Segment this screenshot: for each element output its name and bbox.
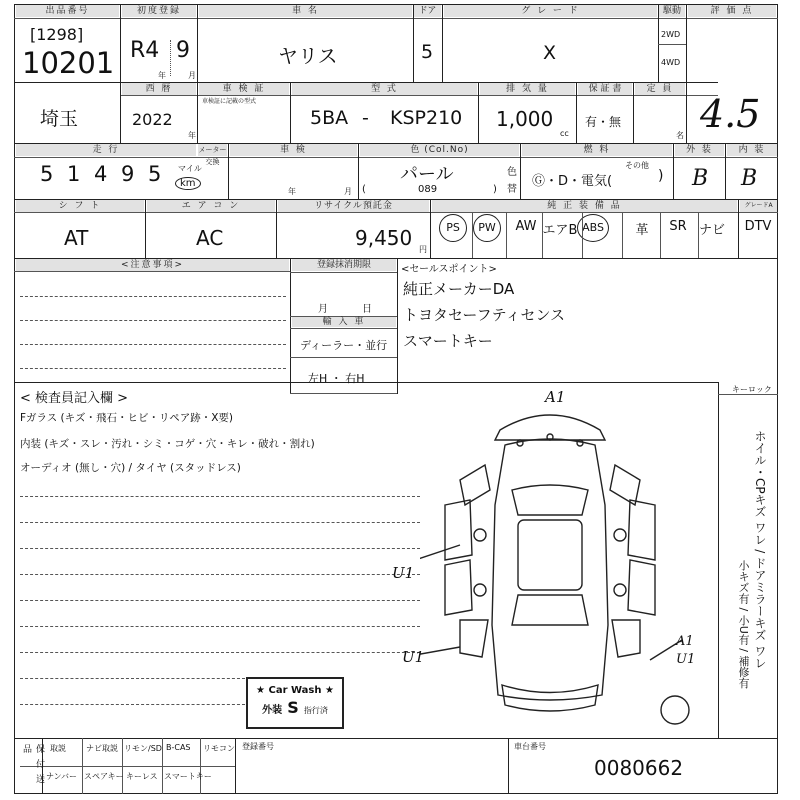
car-wash-grade: S [287,698,299,717]
inspector-line-windshield: Fガラス (キズ・飛石・ヒビ・リペア跡・X要) [20,412,234,424]
import-handle: 左H ・ 右H [308,372,365,385]
sales-point-label: <セールスポイント> [401,264,497,275]
mileage-digit: 1 [67,162,81,186]
header-fuel: 燃 料 [522,144,672,156]
header-grade-a: グレードA [740,200,777,212]
inspector-line-interior: 内装 (キズ・スレ・汚れ・シミ・コゲ・穴・キレ・破れ・割れ) [20,438,315,450]
registration-note: 車検証に記載の型式 [202,98,257,105]
mileage-digit: 9 [121,162,135,186]
aircon-value: AC [196,226,224,250]
equip-dtv: DTV [744,219,772,234]
footer-item-remote: リモコン [203,744,235,753]
footer-item-manual: 取説 [50,744,66,753]
header-equipment: 純 正 装 備 品 [432,200,737,212]
reg-month: 月 [318,304,328,315]
header-aircon: エ ア コ ン [147,200,275,212]
import-label: 輸 入 車 [292,317,396,327]
car-wash-stamp [246,677,344,729]
warranty-options: 有・無 [585,115,622,129]
header-shift: シ フ ト [16,200,144,212]
fuel-close: ) [658,168,664,184]
side-text-damage-types: 小キズ有 / 小U有 / 補修有 [737,560,750,689]
header-exterior: 外 装 [675,144,724,156]
side-text-damage-legend: ホイル・CPキズ ワレ / ドアミラーキズ ワレ [753,430,767,669]
exterior-grade: B [692,166,709,191]
first-reg-month: 9 [176,38,190,63]
mileage-digit: 5 [148,162,162,186]
shift-value: AT [64,226,89,250]
header-car-name: 車 名 [199,5,412,17]
yen-unit: 円 [419,245,427,254]
cc-unit: cc [560,129,569,138]
header-recycle: リサイクル預託金 [278,200,429,212]
recycle-fee: 9,450 [355,226,413,250]
color-paren-close: ) [493,184,497,195]
car-wash-suffix: 指行済 [303,706,328,715]
equip-aw: AW [515,219,537,234]
color-paren-open: ( [362,184,366,195]
car-damage-diagram [420,395,690,725]
damage-mark-left-lower: U1 [402,648,425,666]
header-interior: 内 装 [727,144,777,156]
model-dash: - [362,107,369,129]
footer-item-spare-key: スペアキー [84,772,124,781]
interior-grade: B [741,166,758,191]
header-warranty: 保 証 書 [578,83,632,95]
damage-mark-right-a: A1 [676,634,694,649]
region: 埼玉 [40,108,79,130]
western-year-unit: 年 [188,131,196,140]
lot-sub-number: [1298] [30,25,84,44]
western-year: 2022 [132,110,173,129]
footer-item-bcas: B-CAS [166,743,191,752]
footer-item-sd: リモン/SD [124,744,162,753]
model-code: KSP210 [390,107,463,129]
header-exhibit: 出品番号 [16,5,119,17]
equip-ps: PS [432,219,472,242]
first-reg-era: R4 [130,38,160,63]
header-mileage: 走 行 [16,144,196,156]
header-western-year: 西 暦 [122,83,196,95]
mileage-unit-mile: マイル [178,164,202,173]
drive-2wd: 2WD [661,30,681,39]
year-unit: 年 [158,71,166,80]
month-unit: 月 [188,71,196,80]
header-inspection: 車 検 [230,144,357,156]
equip-airbag: エアB [542,223,578,238]
header-score: 評 価 点 [688,5,776,17]
inspector-dashed-lines [20,478,430,678]
mileage-digit: 4 [94,162,108,186]
header-color: 色 (Col.No) [360,144,519,156]
footer-item-navi-manual: ナビ取説 [86,744,118,753]
mileage-digit: 5 [40,162,54,186]
mileage-digits [40,162,175,186]
reg-number-label: 登録番号 [242,742,274,751]
equip-leather: 革 [635,223,649,238]
serial-label: 車台番号 [514,742,546,751]
inspector-line-audio-tire: オーディオ (無し・穴) / タイヤ (スタッドレス) [20,462,241,474]
fuel-other-label: その他 [625,161,649,170]
color-code: 089 [418,184,438,195]
import-dealer: ディーラー・並行 [300,339,388,352]
equip-navi: ナビ [698,223,725,238]
header-first-reg: 初度登録 [122,5,196,17]
damage-mark-right-u: U1 [676,652,696,667]
key-lock-label: キーロック [732,385,772,394]
equip-sunroof: SR [669,219,687,234]
inspection-month-unit: 月 [344,187,352,196]
footer-side-label: 保付送品 [21,744,44,789]
header-drive: 駆動 [659,5,685,17]
lot-number: 10201 [22,46,115,80]
equip-abs: ABS [574,219,614,242]
equip-pw: PW [466,219,506,242]
car-name: ヤリス [278,44,338,68]
car-wash-label: 外装 [262,705,283,716]
color-change-label-1: 色 [507,167,517,178]
reg-day: 日 [362,304,372,315]
model-prefix: 5BA [310,107,349,129]
sales-point-3: スマートキー [403,332,493,350]
footer-item-keyless: キーレス [126,772,158,781]
notes-label: <注意事項> [16,259,289,271]
damage-mark-left-upper: U1 [392,564,415,582]
sales-point-2: トヨタセーフティセンス [403,306,566,324]
door-count: 5 [421,41,434,63]
sales-point-1: 純正メーカーDA [403,280,515,298]
footer-item-plate: ナンバー [46,772,78,781]
serial-number: 0080662 [594,756,684,780]
grade-value: X [543,42,557,64]
header-displacement: 排 気 量 [480,83,575,95]
color-change-label-2: 替 [507,184,517,195]
score-value: 4.5 [700,92,761,136]
fuel-options: Ⓖ・D・電気( [532,174,613,189]
header-doors: ドア [414,5,441,17]
reg-expiry-label: 登録抹消期限 [292,259,396,271]
header-grade: グ レ ー ド [444,5,657,17]
header-meter-swap: メーター交換 [198,146,227,166]
displacement: 1,000 [496,107,554,131]
header-model: 型 式 [292,83,477,95]
drive-4wd: 4WD [661,58,681,67]
car-wash-title: ★ Car Wash ★ [256,685,334,696]
damage-mark-top: A1 [545,388,566,406]
inspection-year-unit: 年 [288,187,296,196]
header-registration: 車 検 証 [199,83,289,95]
seats-unit: 名 [676,131,684,140]
color-name: パール [400,164,454,185]
mileage-unit-km: km [175,177,201,190]
header-seats: 定 員 [635,83,685,95]
footer-item-smart-key: スマートキー [164,772,212,781]
inspector-title: < 検査員記入欄 > [20,391,129,406]
